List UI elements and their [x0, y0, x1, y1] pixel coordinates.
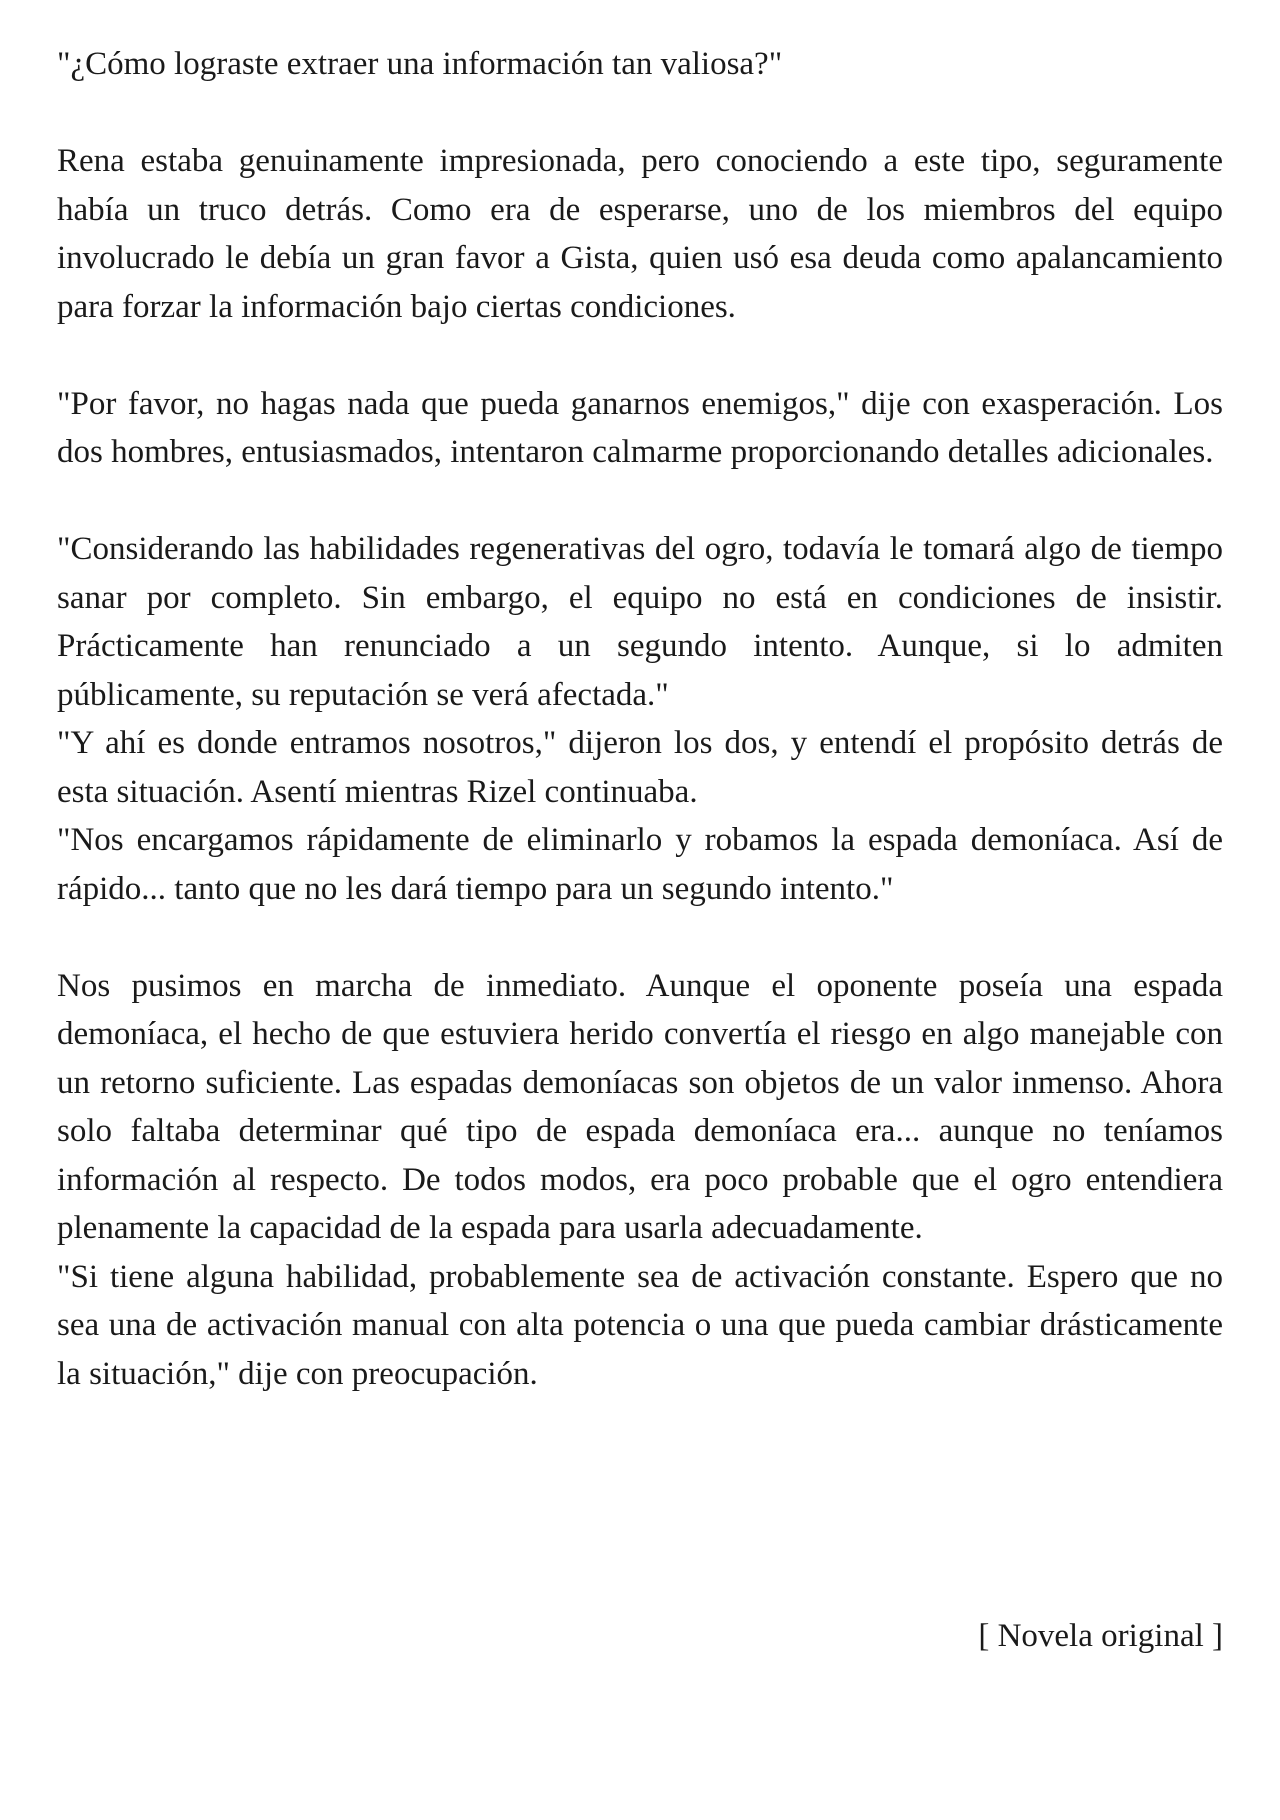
- paragraph-gap: [57, 331, 1223, 380]
- paragraph: Nos pusimos en marcha de inmediato. Aunque el oponente poseía una espada demoníaca, el hecho de que estuviera herido convertía el riesgo en algo manejable con un retorno suficiente. Las espadas demoníacas son objetos de un valor inmenso. Ahora solo faltaba determinar qué tipo de espada demoníaca era... aunque no teníamos información al respecto. De todos modos, era poco probable que el ogro entendiera plenamente la capacidad de la espada para usarla adecuadamente.: [57, 967, 1223, 1246]
- paragraph-gap: [57, 89, 1223, 138]
- paragraph: "Si tiene alguna habilidad, probablemente sea de activación constante. Espero que no sea una de activación manual con alta potencia o una que pueda cambiar drásticamente la situación," dije con preocupación.: [57, 1258, 1223, 1392]
- paragraph: "Por favor, no hagas nada que pueda ganarnos enemigos," dije con exasperación. Los dos hombres, entusiasmados, intentaron calmarme proporcionando detalles adicionales.: [57, 385, 1223, 470]
- paragraph: Rena estaba genuinamente impresionada, pero conociendo a este tipo, seguramente había un truco detrás. Como era de esperarse, uno de los miembros del equipo involucrado le debía un gran favor a Gista, quien usó esa deuda como apalancamiento para forzar la información bajo ciertas condiciones.: [57, 143, 1223, 325]
- paragraph-gap: [57, 913, 1223, 962]
- paragraph-gap: [57, 477, 1223, 526]
- document-body: [57, 40, 1223, 1398]
- paragraph: "¿Cómo lograste extraer una información tan valiosa?": [57, 46, 783, 82]
- paragraph: "Y ahí es donde entramos nosotros," dijeron los dos, y entendí el propósito detrás de esta situación. Asentí mientras Rizel continuaba.: [57, 725, 1223, 810]
- paragraph: "Nos encargamos rápidamente de eliminarlo y robamos la espada demoníaca. Así de rápido... tanto que no les dará tiempo para un segundo intento.": [57, 822, 1223, 907]
- paragraph: "Considerando las habilidades regenerativas del ogro, todavía le tomará algo de tiempo sanar por completo. Sin embargo, el equipo no está en condiciones de insistir. Prácticamente han renunciado a un segundo intento. Aunque, si lo admiten públicamente, su reputación se verá afectada.": [57, 531, 1223, 713]
- source-footer: [ Novela original ]: [978, 1618, 1223, 1654]
